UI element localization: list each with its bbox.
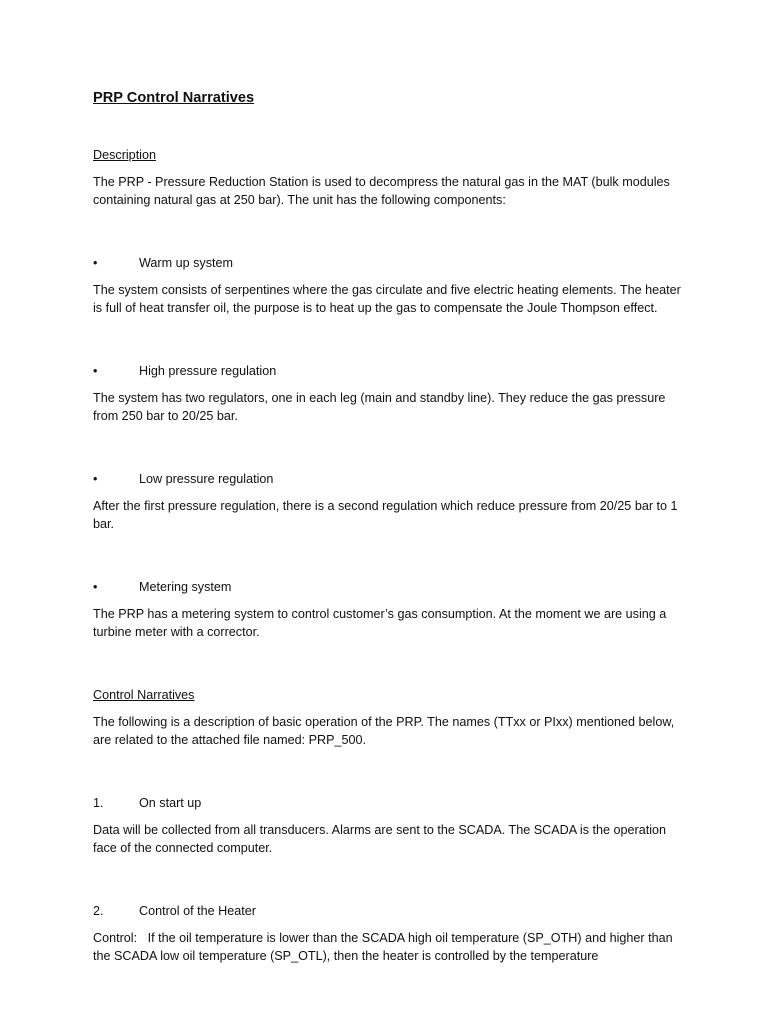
step-number: 1. — [93, 796, 104, 810]
document-body — [93, 88, 683, 974]
component-name: Warm up system — [139, 256, 233, 270]
component-item-high-pressure — [93, 362, 683, 380]
description-text: The PRP - Pressure Reduction Station is used to decompress the natural gas in the MAT (bulk modules containing natural gas at 250 bar). The unit has the following components: — [93, 175, 670, 207]
component-item-metering — [93, 578, 683, 596]
control-intro-text: The following is a description of basic operation of the PRP. The names (TTxx or PIxx) mentioned below, are related to the attached file named: PRP_500. — [93, 715, 675, 747]
component-text: The PRP has a metering system to control customer’s gas consumption. At the moment we are using a turbine meter with a corrector. — [93, 607, 667, 639]
step-name: Control of the Heater — [139, 904, 256, 918]
step-text: Data will be collected from all transducers. Alarms are sent to the SCADA. The SCADA is the operation face of the connected computer. — [93, 823, 667, 855]
step-number: 2. — [93, 904, 104, 918]
step-item-start-up — [93, 794, 683, 812]
component-item-warm-up — [93, 254, 683, 272]
component-text: The system consists of serpentines where the gas circulate and five electric heating elements. The heater is full of heat transfer oil, the purpose is to heat up the gas to compensate the Joule Thompson effect. — [93, 283, 681, 315]
component-name: High pressure regulation — [139, 364, 277, 378]
document-title: PRP Control Narratives — [93, 90, 255, 106]
component-text: After the first pressure regulation, there is a second regulation which reduce pressure from 20/25 bar to 1 bar. — [93, 499, 678, 531]
component-item-low-pressure — [93, 470, 683, 488]
bullet-marker: • — [93, 580, 98, 594]
description-heading: Description — [93, 148, 156, 162]
component-text: The system has two regulators, one in each leg (main and standby line). They reduce the gas pressure from 250 bar to 20/25 bar. — [93, 391, 666, 423]
bullet-marker: • — [93, 472, 98, 486]
step-text: Control: If the oil temperature is lower than the SCADA high oil temperature (SP_OTH) and higher than the SCADA low oil temperature (SP_OTL), then the heater is controlled by the temperature — [93, 931, 677, 963]
component-name: Low pressure regulation — [139, 472, 274, 486]
step-name: On start up — [139, 796, 202, 810]
bullet-marker: • — [93, 256, 98, 270]
control-narratives-heading: Control Narratives — [93, 688, 195, 702]
component-name: Metering system — [139, 580, 232, 594]
bullet-marker: • — [93, 364, 98, 378]
step-item-heater-control — [93, 902, 683, 920]
